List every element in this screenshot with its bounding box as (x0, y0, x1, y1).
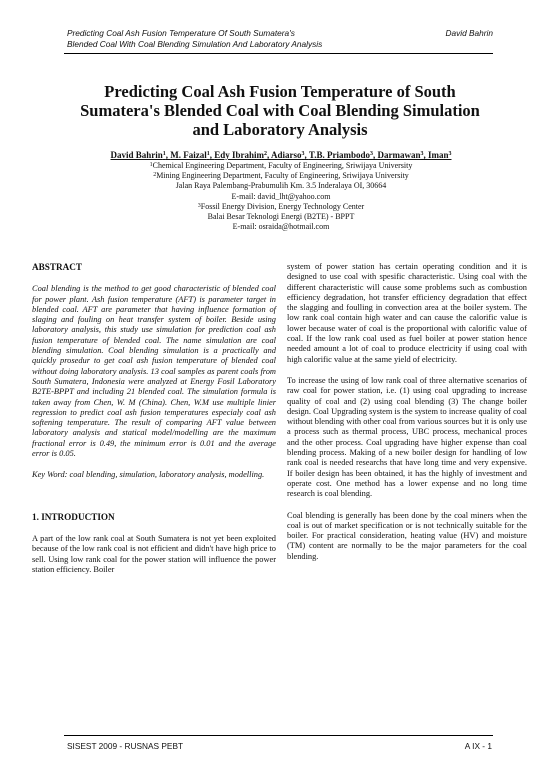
author-name: Darmawan (377, 150, 421, 160)
page-footer (67, 741, 492, 752)
abstract-heading: ABSTRACT (32, 262, 83, 272)
paper-title-line-2: Sumatera's Blended Coal with Coal Blending Simulation (80, 101, 480, 120)
author-affil-mark: 3 (448, 151, 452, 157)
author-name: David Bahrin (110, 150, 163, 160)
affiliation-3 (40, 202, 522, 212)
affiliation-email-1: E-mail: david_lht@yahoo.com (231, 191, 331, 201)
affiliation-address: Jalan Raya Palembang-Prabumulih Km. 3.5 Inderalaya OI, 30664 (175, 181, 387, 191)
affil-mark: 1 (149, 162, 153, 168)
affiliation-text: Fossil Energy Division, Energy Technology Center (200, 201, 365, 211)
affiliation-text: Chemical Engineering Department, Faculty of Engineering, Sriwijaya University (152, 161, 413, 170)
affiliations (40, 161, 522, 232)
header-rule (64, 53, 493, 54)
left-column (32, 262, 276, 575)
author-affil-mark: 1 (206, 151, 210, 157)
running-header-line-1 (67, 28, 493, 39)
affiliation-2 (40, 171, 522, 181)
author-affil-mark: 3 (369, 151, 373, 157)
author-name: T.B. Priambodo (308, 150, 370, 160)
paper-title (60, 82, 500, 139)
introduction-heading: 1. INTRODUCTION (32, 511, 115, 522)
running-header-title-2: Blended Coal With Coal Blending Simulation And Laboratory Analysis (67, 39, 323, 49)
affiliation-email-2: E-mail: osraida@hotmail.com (232, 222, 330, 232)
affil-mark: 2 (153, 172, 157, 179)
page-number: A IX - 1 (464, 741, 492, 751)
abstract-text: Coal blending is the method to get good characteristic of blended coal for power plant. Ash fusion temperature (AFT) is parameter target in blended coal. AFT are parameter that having influence formation of slaging and fouling on heat transfer system of boiler. Beside using laboratory analysis, this study use simulation for prediction coal ash fusion temperature of blended coal. The name simulation are coal blending simulation. Coal blending simulation is a practically and quickly prosedur to get coal ash fusion temperature of blended coal without doing laboratory analysis. 13 coal samples as parent coals from South Sumatera, Indonesia were analyzed at Energy Fosil Laboratory B2TE-BPPT and including 21 blended coal. The simulation formula is taken away from Chen, W. M (China). Chen, W.M use multiple linier regression to predict coal ash fusion temperatures especialy coal ash softening temperature. The result of comparing AFT value between laboratory analysis and statical model/modelling are the maximum fractional error is 0.49, the minimum error is 0.01 and the average error is 0.05. (32, 284, 276, 459)
keywords: Key Word: coal blending, simulation, laboratory analysis, modelling. (32, 470, 265, 480)
running-header-line-2 (67, 39, 493, 50)
author-name: Edy Ibrahim (214, 150, 265, 160)
body-paragraph-2: To increase the using of low rank coal of three alternative scenarios of raw coal for power station, i.e. (1) using coal upgrading to increase quality of coal and (2) using coal blending (3) The change boiler design. Coal Upgrading system is the system to increase quality of coal without blending with other coal from various sources but it is only use a process such as thermal process, UBC process, mechanical proces and the other process. Coal upgrading have higher expense than coal blending process. Making of a new boiler design for handling of low rank coal is needed researchs that have long time and very expensive. If boiler design has been obtained, it has the highly of investment and operate cost. One method has a lower expense and no long time research is coal blending. (287, 375, 527, 499)
author-list: David Bahrin$^1$, M. Faizal$^1$, Edy Ibrahim$^2$, Adiarso$^3$, T.B. Priambodo$^3$, Darmawan$^3$, Iman$^3$ (110, 150, 452, 160)
right-column (287, 262, 527, 562)
affil-mark: 3 (197, 202, 201, 209)
author-affil-mark: 2 (264, 151, 268, 157)
running-header-author: David Bahrin (445, 28, 493, 38)
author-name: Iman (427, 150, 449, 160)
affiliation-text: Mining Engineering Department, Faculty of Engineering, Sriwijaya University (156, 171, 409, 181)
author-name: Adiarso (271, 150, 302, 160)
footer-conference: SISEST 2009 - RUSNAS PEBT (67, 741, 184, 751)
paper-title-line-1: Predicting Coal Ash Fusion Temperature of South (104, 82, 456, 101)
author-affil-mark: 3 (301, 151, 305, 157)
footer-rule (64, 735, 493, 736)
running-header-title-1: Predicting Coal Ash Fusion Temperature Of South Sumatera's (67, 28, 295, 38)
paper-title-line-3: and Laboratory Analysis (192, 120, 368, 139)
author-affil-mark: 1 (162, 151, 166, 157)
author-affil-mark: 3 (420, 151, 424, 157)
affiliation-institute: Balai Besar Teknologi Energi (B2TE) - BPPT (207, 212, 355, 222)
affiliation-1 (40, 161, 522, 171)
author-name: M. Faizal (170, 150, 207, 160)
body-paragraph-1: system of power station has certain operating condition and it is designed to use coal with spesific characteristic. Using coal with the different characteristic will cause some problems such as combustion efficiency degradation, hot transfer efficiency degradation that effect the slagging and foulling in convection area at the boiler system. The low rank coal contain high water and can cause the calorific value is lower because water of coal is the proportional with calorific value of coal. If the low rank coal used as fuel boiler at power station hence needed amount a lot of coal to produce electricity if using coal with high calorific value at the same yield of electricity. (287, 262, 527, 364)
introduction-paragraph: A part of the low rank coal at South Sumatera is not yet been exploited because of the low rank coal is not efficient and didn't have high price to sell. Using low rank coal for the power station will influence the power station efficiency. Boiler (32, 533, 276, 574)
body-paragraph-3: Coal blending is generally has been done by the coal miners when the coal is out of market specification or is not technically suitable for the boiler. For practical consideration, heating value (HV) and moisture (TM) content are normally to be the major parameters for the coal blending. (287, 510, 527, 561)
